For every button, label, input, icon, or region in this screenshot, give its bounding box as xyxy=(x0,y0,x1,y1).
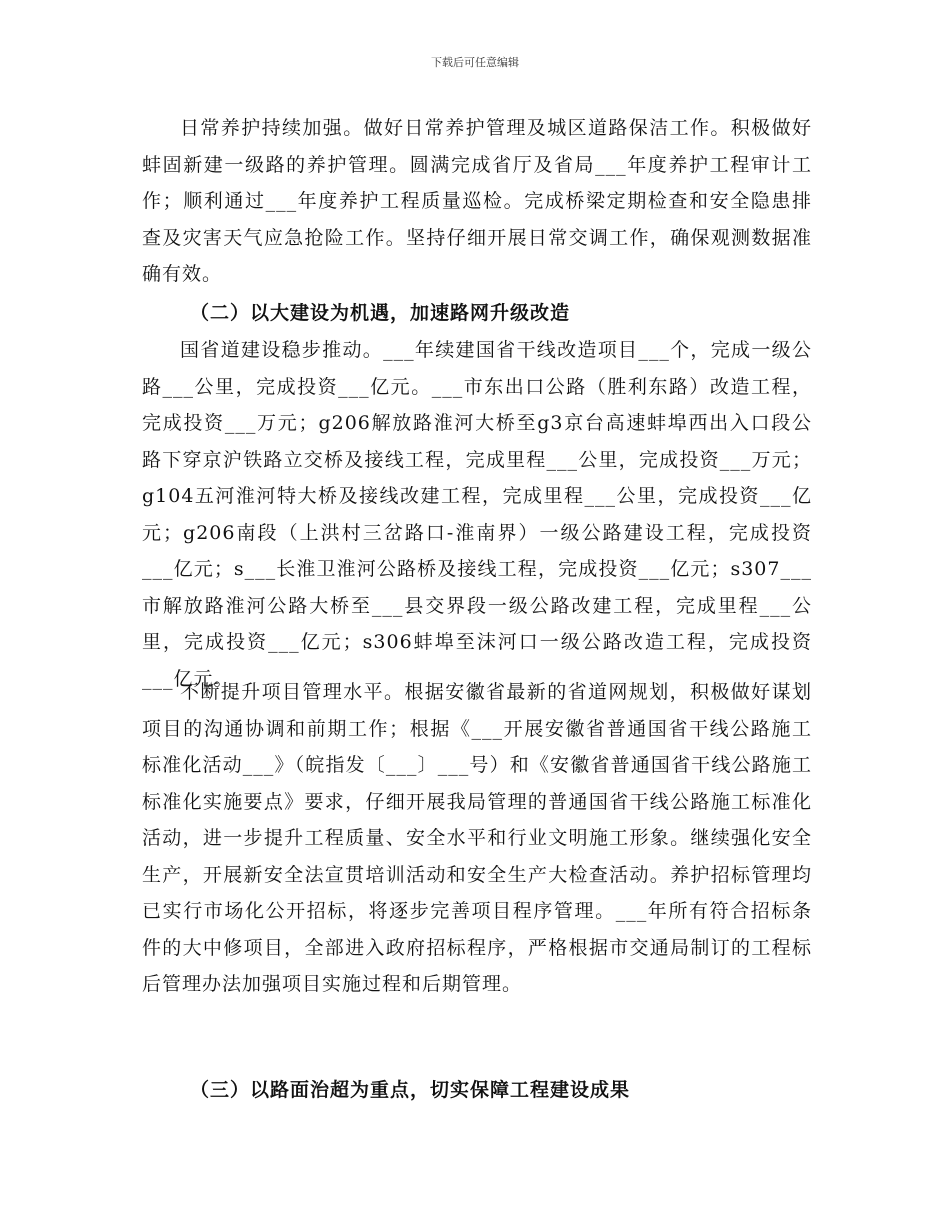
paragraph-maintenance xyxy=(142,110,812,293)
paragraph-text: 国省道建设稳步推动。___年续建国省干线改造项目___个，完成一级公路___公里，完成投资___亿元。___市东出口公路（胜利东路）改造工程，完成投资___万元；g206解放路淮河大桥至g3京台高速蚌埠西出入口段公路下穿京沪铁路立交桥及接线工程，完成里程___公里，完成投资___万元；g104五河淮河特大桥及接线改建工程，完成里程___公里，完成投资___亿元；g206南段（上洪村三岔路口-淮南界）一级公路建设工程，完成投资___亿元；s___长淮卫淮河公路桥及接线工程，完成投资___亿元；s307___市解放路淮河公路大桥至___县交界段一级公路改建工程，完成里程___公里，完成投资___亿元；s306蚌埠至沫河口一级公路改造工程，完成投资___亿元。 xyxy=(142,339,812,690)
paragraph-project-management xyxy=(142,674,812,1003)
section-heading-2: （二）以大建设为机遇，加速路网升级改造 xyxy=(190,302,571,324)
section-heading-3: （三）以路面治超为重点，切实保障工程建设成果 xyxy=(190,1079,631,1101)
header-note: 下载后可任意编辑 xyxy=(431,56,519,69)
paragraph-text: 日常养护持续加强。做好日常养护管理及城区道路保洁工作。积极做好蚌固新建一级路的养护管理。圆满完成省厅及省局___年度养护工程审计工作；顺利通过___年度养护工程质量巡检。完成桥梁定期检查和安全隐患排查及灾害天气应急抢险工作。坚持仔细开展日常交调工作，确保观测数据准确有效。 xyxy=(142,117,812,285)
paragraph-text: 不断提升项目管理水平。根据安徽省最新的省道网规划，积极做好谋划项目的沟通协调和前期工作；根据《___开展安徽省普通国省干线公路施工标准化活动___》（皖指发〔___〕___号）和《安徽省普通国省干线公路施工标准化实施要点》要求，仔细开展我局管理的普通国省干线公路施工标准化活动，进一步提升工程质量、安全水平和行业文明施工形象。继续强化安全生产，开展新安全法宣贯培训活动和安全生产大检查活动。养护招标管理均已实行市场化公开招标，将逐步完善项目程序管理。___年所有符合招标条件的大中修项目，全部进入政府招标程序，严格根据市交通局制订的工程标后管理办法加强项目实施过程和后期管理。 xyxy=(142,681,812,995)
paragraph-road-construction xyxy=(142,332,812,697)
